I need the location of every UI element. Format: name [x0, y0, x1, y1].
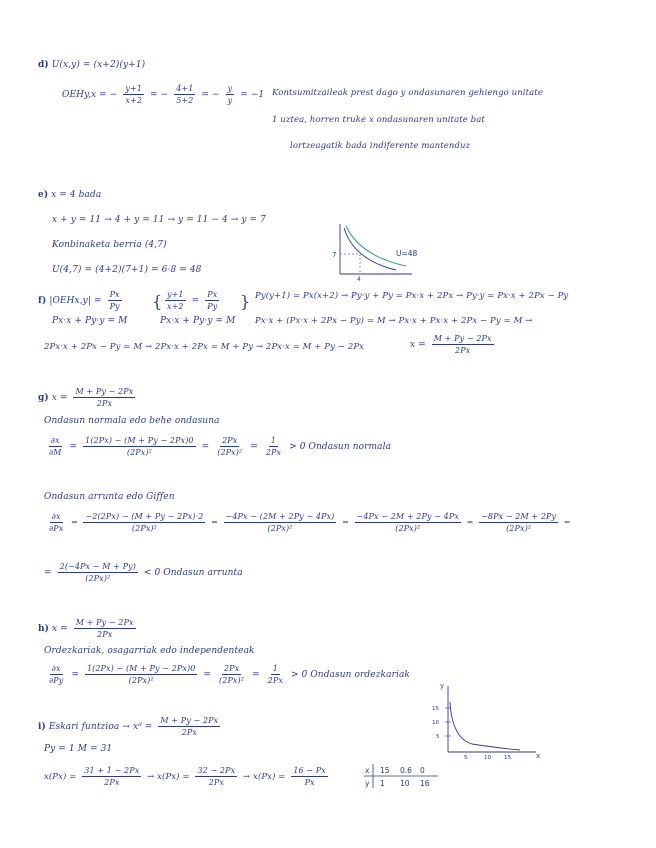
- part-g-price-derivative: $\frac{\partial x}{\partial Px}$ = $\frac{-2(2Px) - (M + Py - 2Px)\cdot 2}{\text{(2Px)²}}$ = $\frac{-4Px - (2M + 2Py - 4Px)}{\text{(2Px)²}}$ = $\frac{-4Px - 2M + 2Py - 4Px}{\text{(2Px)²}}$ = $\frac{-8Px - 2M + 2Py}{\text{(2Px)²}}$ =: [49, 512, 571, 533]
- part-f-system-1: $\frac{y+1}{x+2}$ = $\frac{Px}{Py}$: [167, 290, 218, 311]
- tick-x-4: 4: [357, 276, 361, 282]
- part-e-line-2: Konbinaketa berria (4,7): [52, 240, 167, 250]
- part-h-derivative: $\frac{\partial x}{\partial Py}$ = $\frac{1(2Px) - (M + Py - 2Px)0}{\text{(2Px)²}}$ = $\frac{2Px}{\text{(2Px)²}}$ = $\frac{1}{2Px}$ > 0 Ondasun ordezkariak: [49, 664, 410, 685]
- demand-x-tick: 5: [464, 755, 468, 760]
- demand-y-axis-label: y: [440, 682, 445, 690]
- part-f-row-3: 2Px·x + 2Px − Py = M → 2Px·x + 2Px = M + Py → 2Px·x = M + Py − 2Px: [44, 342, 365, 352]
- part-g-head: g) x = $\frac{M + Py - 2Px}{2Px}$: [38, 387, 134, 408]
- demand-x-tick: 10: [484, 755, 491, 760]
- table-x-cell: 15: [380, 766, 390, 775]
- table-x-cell: 0: [420, 766, 425, 775]
- part-i-params: Py = 1 M = 31: [44, 744, 113, 754]
- table-x-header: x: [365, 766, 370, 775]
- demand-y-tick: 15: [432, 706, 439, 712]
- part-f-row-2: Px·x + (Px·x + 2Px − Py) = M → Px·x + Px·x + 2Px − Py = M →: [255, 316, 533, 326]
- ordinary-good-heading: Ondasun arrunta edo Giffen: [44, 492, 175, 502]
- part-d-utility: [38, 60, 145, 70]
- part-g-label: g): [38, 393, 49, 403]
- table-y-cell: 10: [400, 779, 410, 788]
- part-g-price-result: = $\frac{2(-4Px - M + Py)}{\text{(2Px)²}}$ < 0 Ondasun arrunta: [44, 562, 243, 583]
- part-e-head: e) x = 4 bada: [38, 190, 102, 200]
- part-d-text-3: lortzeagatik bada indiferente mantenduz: [290, 141, 471, 151]
- normal-good-heading: Ondasun normala edo behe ondasuna: [44, 416, 220, 426]
- tick-y-7: 7: [332, 251, 337, 259]
- part-f-budget-1: Px·x + Py·y = M: [52, 316, 128, 326]
- demand-y-tick: 10: [432, 720, 439, 726]
- part-i-label: i): [38, 722, 46, 732]
- part-i-head: i) Eskari funtzioa → xᵈ = $\frac{M + Py - 2Px}{2Px}$: [38, 716, 219, 737]
- demand-table: [362, 762, 442, 790]
- part-h-label: h): [38, 624, 50, 634]
- part-d-label: d): [38, 60, 49, 70]
- demand-x-axis-label: x: [536, 752, 541, 760]
- table-y-cell: 16: [420, 779, 430, 788]
- part-d-text-2: 1 uztea, horren truke x ondasunaren unitate bat: [272, 115, 485, 125]
- part-f-label: f): [38, 296, 47, 306]
- part-d-text-1: Kontsumitzaileak prest dago y ondasunaren gehiengo unitate: [272, 88, 543, 98]
- part-f-budget-2: Px·x + Py·y = M: [160, 316, 236, 326]
- demand-curve-graph: [428, 680, 548, 760]
- substitute-conclusion: > 0 Ondasun ordezkariak: [290, 670, 410, 680]
- part-g-income-derivative: $\frac{\partial x}{\partial M}$ = $\frac{1(2Px) - (M + Py - 2Px)0}{\text{(2Px)²}}$ = $\frac{2Px}{\text{(2Px)²}}$ = $\frac{1}{2Px}$ > 0 Ondasun normala: [49, 436, 392, 457]
- demand-x-tick: 15: [504, 755, 511, 760]
- demand-y-tick: 5: [436, 734, 440, 740]
- part-f-row-1: Py(y+1) = Px(x+2) → Py·y + Py = Px·x + 2Px → Py·y = Px·x + 2Px − Py: [255, 291, 569, 301]
- demand-curve: [450, 702, 520, 750]
- ordinary-good-conclusion: < 0 Ondasun arrunta: [143, 568, 243, 578]
- part-d-oeh: OEHy,x = − $\frac{y+1}{x+2}$ = − $\frac{4+1}{5+2}$ = − $\frac{y}{y}$ = −1: [62, 84, 265, 105]
- utility-function: U(x,y) = (x+2)(y+1): [51, 60, 146, 70]
- normal-good-conclusion: > 0 Ondasun normala: [289, 442, 392, 452]
- part-e-label: e): [38, 190, 49, 200]
- part-h-head: h) x = $\frac{M + Py - 2Px}{2Px}$: [38, 618, 134, 639]
- part-i-demand: x(Px) = $\frac{31 + 1 - 2Px}{2Px}$ → x(Px) = $\frac{32 - 2Px}{2Px}$ → x(Px) = $\frac{16 - Px}{Px}$: [44, 766, 326, 787]
- part-f-result: x = $\frac{M + Py - 2Px}{2Px}$: [410, 334, 492, 355]
- substitute-heading: Ordezkariak, osagarriak edo independenteak: [44, 646, 255, 656]
- curve-label-u48: U=48: [396, 249, 418, 258]
- part-e-line-3: U(4,7) = (4+2)(7+1) = 6·8 = 48: [52, 265, 202, 275]
- table-x-cell: 0.6: [400, 766, 412, 775]
- part-e-line-1: x + y = 11 → 4 + y = 11 → y = 11 − 4 → y = 7: [52, 215, 266, 225]
- table-y-cell: 1: [380, 779, 385, 788]
- indifference-curve: [346, 226, 406, 266]
- handwritten-page: d) U(x,y) = (x+2)(y+1) OEHy,x = − $\frac{y+1}{x+2}$ = − $\frac{4+1}{5+2}$ = − $\frac{y}{y}$ = −1 Kontsumitzaileak prest dago y ondasunaren gehiengo unitate 1 uztea, horren truke x ondasunaren unitate bat lortzeagatik bada indiferente mantenduz e) x = 4 bada x + y = 11 → 4 + y = 11 → y = 11 − 4 → y = 7 Konbinaketa berria (4,7) U(4,7) = (4+2)(7+1) = 6·8 = 48 7 4 U=48 f) |OEHx,y| = $\frac{Px}{Py}$ Px·x + Py·y = M { $\frac{y+1}{x+2}$ = $\frac{Px}{Py}$ Px·x + Py·y = M } Py(y+1) = Px(x+2) → Py·y + Py = Px·x + 2Px → Py·y = Px·x + 2Px − Py Px·x + (Px·x + 2Px − Py) = M → Px·x + Px·x + 2Px − Py = M → 2Px·x + 2Px − Py = M → 2Px·x + 2Px = M + Py → 2Px·x = M + Py − 2Px x = $\frac{M + Py - 2Px}{2Px}$ g) x = $\frac{M + Py - 2Px}{2Px}$ Ondasun normala edo behe ondasuna $\frac{\partial x}{\partial M}$ = $\frac{1(2Px) - (M + Py - 2Px)0}{\text{(2Px)²}}$ = $\frac{2Px}{\text{(2Px)²}}$ = $\frac{1}{2Px}$ > 0 Ondasun normala Ondasun arrunta edo Giffen $\frac{\partial x}{\partial Px}$ = $\frac{-2(2Px) - (M + Py - 2Px)\cdot 2}{\text{(2Px)²}}$ = $\frac{-4Px - (2M + 2Py - 4Px)}{\text{(2Px)²}}$ = $\frac{-4Px - 2M + 2Py - 4Px}{\text{(2Px)²}}$ = $\frac{-8Px - 2M + 2Py}{\text{(2Px)²}}$ = = $\frac{2(-4Px - M + Py)}{\text{(2Px)²}}$ < 0 Ondasun arrunta h) x = $\frac{M + Py - 2Px}{2Px}$ Ordezkariak, osagarriak edo independenteak $\frac{\partial x}{\partial Py}$ = $\frac{1(2Px) - (M + Py - 2Px)0}{\text{(2Px)²}}$ = $\frac{2Px}{\text{(2Px)²}}$ = $\frac{1}{2Px}$ > 0 Ondasun ordezkariak i) Eskari funtzioa → xᵈ = $\frac{M + Py - 2Px}{2Px}$ Py = 1 M = 31 x(Px) = $\frac{31 + 1 - 2Px}{2Px}$ → x(Px) = $\frac{32 - 2Px}{2Px}$ → x(Px) = $\frac{16 - Px}{Px}$ x 15 0.6 0 y 1 10 16 y x 15 10 5 5 10 15: [38, 60, 571, 788]
- indifference-curve-graph: [326, 218, 422, 282]
- budget-curve: [344, 228, 396, 270]
- part-f-lhs: f) |OEHx,y| = $\frac{Px}{Py}$: [38, 290, 120, 311]
- table-y-header: y: [365, 779, 370, 788]
